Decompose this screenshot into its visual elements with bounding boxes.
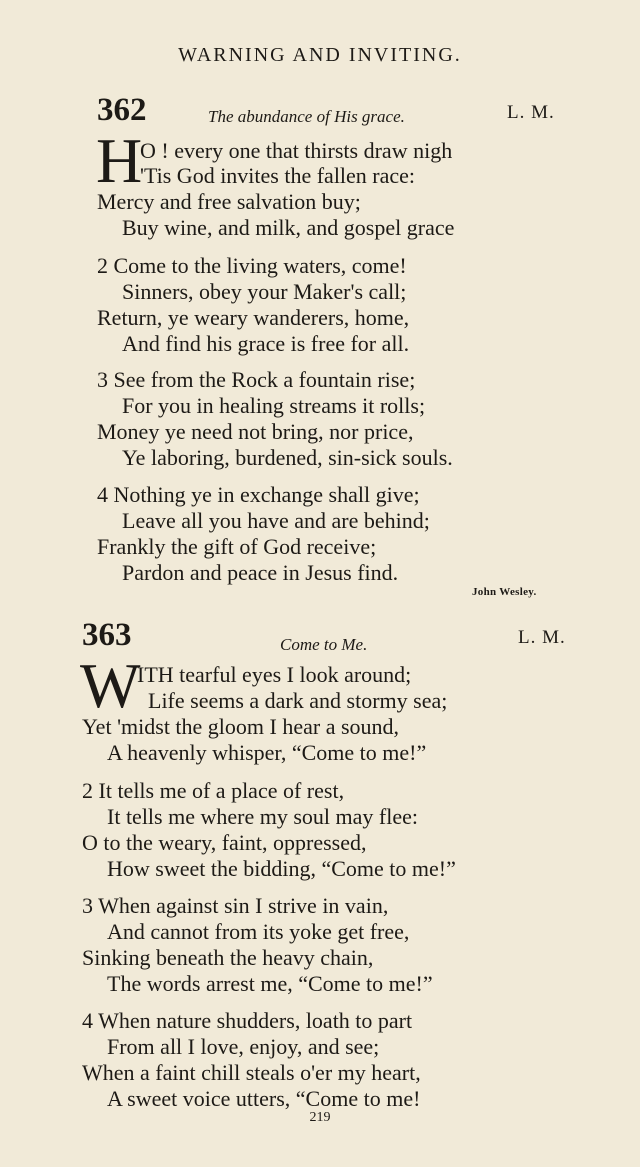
verse-line: Mercy and free salvation buy; (97, 189, 361, 214)
verse-line: And find his grace is free for all. (122, 331, 410, 356)
hymn-author: John Wesley. (472, 586, 537, 598)
verse-line: 4 When nature shudders, loath to part (82, 1008, 413, 1033)
verse-line: Return, ye weary wanderers, home, (97, 305, 410, 330)
verse-line: Sinking beneath the heavy chain, (82, 945, 374, 970)
verse-line: 2 It tells me of a place of rest, (82, 778, 345, 803)
verse-line: The words arrest me, “Come to me!” (107, 971, 433, 996)
verse-line: Frankly the gift of God receive; (97, 534, 377, 559)
verse-line: Pardon and peace in Jesus find. (122, 560, 399, 585)
hymn-meter: L. M. (518, 627, 566, 648)
hymn-number: 363 (82, 617, 132, 653)
verse-line: When a faint chill steals o'er my heart, (82, 1060, 421, 1085)
verse-line: 'Tis God invites the fallen race: (140, 163, 416, 188)
running-header: WARNING AND INVITING. (178, 44, 462, 66)
drop-cap: W (80, 650, 141, 721)
verse-line: 3 When against sin I strive in vain, (82, 893, 389, 918)
verse-line: Buy wine, and milk, and gospel grace (122, 215, 455, 240)
verse-line: For you in healing streams it rolls; (122, 393, 426, 418)
drop-cap: H (96, 125, 143, 196)
verse-line: Ye laboring, burdened, sin-sick souls. (122, 445, 453, 470)
verse-line: 4 Nothing ye in exchange shall give; (97, 482, 420, 507)
hymn-meter: L. M. (507, 102, 555, 123)
verse-line: Leave all you have and are behind; (122, 508, 430, 533)
verse-line: Sinners, obey your Maker's call; (122, 279, 407, 304)
verse-line: A sweet voice utters, “Come to me! (107, 1086, 421, 1111)
verse-line: Money ye need not bring, nor price, (97, 419, 414, 444)
hymn-number: 362 (97, 92, 147, 128)
verse-line: O ! every one that thirsts draw nigh (140, 138, 453, 163)
verse-line: It tells me where my soul may flee: (107, 804, 418, 829)
verse-line: O to the weary, faint, oppressed, (82, 830, 367, 855)
verse-line: ITH tearful eyes I look around; (137, 662, 412, 687)
verse-line: A heavenly whisper, “Come to me!” (107, 740, 427, 765)
page-number: 219 (309, 1110, 331, 1125)
verse-line: How sweet the bidding, “Come to me!” (107, 856, 456, 881)
verse-line: 2 Come to the living waters, come! (97, 253, 407, 278)
hymn-title: Come to Me. (280, 635, 368, 654)
verse-line: 3 See from the Rock a fountain rise; (97, 367, 416, 392)
hymn-title: The abundance of His grace. (208, 107, 405, 126)
verse-line: And cannot from its yoke get free, (107, 919, 410, 944)
verse-line: Life seems a dark and stormy sea; (148, 688, 448, 713)
verse-line: Yet 'midst the gloom I hear a sound, (82, 714, 400, 739)
verse-line: From all I love, enjoy, and see; (107, 1034, 380, 1059)
